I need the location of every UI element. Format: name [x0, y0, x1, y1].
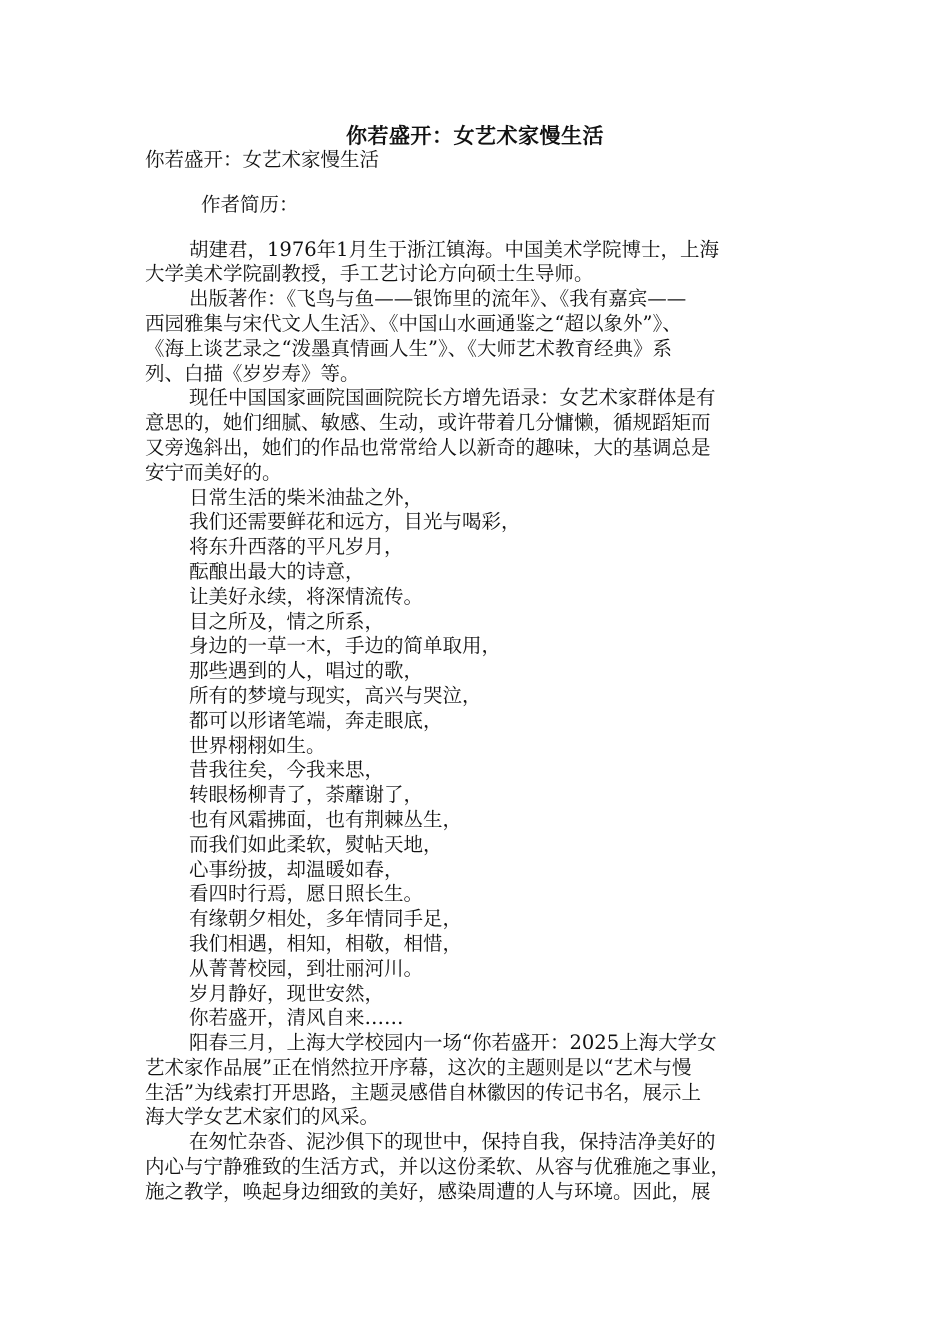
- exhibition-line: 生活”为线索打开思路，主题灵感借自林徽因的传记书名，展示上: [145, 1080, 701, 1104]
- poem-line: 身边的一草一木，手边的简单取用，: [189, 634, 502, 658]
- document-title: 你若盛开：女艺术家慢生活: [346, 124, 604, 148]
- poem-line: 也有风霜拂面，也有荆棘丛生，: [189, 807, 463, 831]
- spacer: [145, 218, 793, 238]
- quote-line: 意思的，她们细腻、敏感、生动，或许带着几分慵懒，循规蹈矩而: [145, 411, 711, 435]
- publications-line: 西园雅集与宋代文人生活》、《中国山水画通鉴之“超以象外”》、: [145, 311, 682, 335]
- quote-line: 安宁而美好的。: [145, 460, 282, 484]
- poem-line: 让美好永续，将深情流传。: [189, 584, 424, 608]
- poem-line: 我们相遇，相知，相敬，相惜，: [189, 931, 463, 955]
- closing-line: 施之教学，唤起身边细致的美好，感染周遭的人与环境。因此，展: [145, 1179, 711, 1203]
- quote-line: 又旁逸斜出，她们的作品也常常给人以新奇的趣味，大的基调总是: [145, 435, 711, 459]
- bio-line: 胡建君，1976年1月生于浙江镇海。中国美术学院博士，上海: [189, 237, 720, 261]
- poem-line: 看四时行焉，愿日照长生。: [189, 882, 424, 906]
- spacer: [145, 173, 793, 193]
- publications-line: 列、白描《岁岁寿》等。: [145, 361, 360, 385]
- poem-line: 昔我往矣，今我来思，: [189, 758, 385, 782]
- poem-line: 你若盛开，清风自来……: [189, 1006, 404, 1030]
- publications-line: 出版著作：《飞鸟与鱼——银饰里的流年》、《我有嘉宾——: [189, 287, 687, 311]
- poem-line: 有缘朝夕相处，多年情同手足，: [189, 907, 463, 931]
- poem-line: 转眼杨柳青了，荼蘼谢了，: [189, 783, 424, 807]
- poem-line: 心事纷披，却温暖如春，: [189, 857, 404, 881]
- author-heading: 作者简历：: [201, 192, 299, 216]
- poem-line: 日常生活的柴米油盐之外，: [189, 485, 424, 509]
- poem-line: 将东升西落的平凡岁月，: [189, 535, 404, 559]
- publications-line: 《海上谈艺录之“泼墨真情画人生”》、《大师艺术教育经典》系: [145, 336, 672, 360]
- closing-line: 在匆忙杂沓、泥沙俱下的现世中，保持自我，保持洁净美好的: [189, 1130, 716, 1154]
- poem-line: 酝酿出最大的诗意，: [189, 559, 365, 583]
- poem-line: 所有的梦境与现实，高兴与哭泣，: [189, 683, 482, 707]
- closing-line: 内心与宁静雅致的生活方式，并以这份柔软、从容与优雅施之事业，: [145, 1155, 731, 1179]
- poem-line: 从菁菁校园，到壮丽河川。: [189, 956, 424, 980]
- quote-line: 现任中国国家画院国画院院长方增先语录：女艺术家群体是有: [189, 386, 716, 410]
- document-body: [145, 148, 793, 1205]
- poem-line: 岁月静好，现世安然，: [189, 981, 385, 1005]
- exhibition-line: 艺术家作品展”正在悄然拉开序幕，这次的主题则是以“艺术与慢: [145, 1055, 692, 1079]
- poem-line: 那些遇到的人，唱过的歌，: [189, 659, 424, 683]
- poem-line: 而我们如此柔软，熨帖天地，: [189, 832, 443, 856]
- exhibition-line: 阳春三月，上海大学校园内一场“你若盛开：2025上海大学女: [189, 1031, 717, 1055]
- poem-line: 我们还需要鲜花和远方，目光与喝彩，: [189, 510, 521, 534]
- subtitle-line: 你若盛开：女艺术家慢生活: [145, 148, 380, 171]
- bio-line: 大学美术学院副教授，手工艺讨论方向硕士生导师。: [145, 262, 594, 286]
- poem-line: 目之所及，情之所系，: [189, 609, 385, 633]
- poem-line: 都可以形诸笔端，奔走眼底，: [189, 708, 443, 732]
- poem-line: 世界栩栩如生。: [189, 733, 326, 757]
- exhibition-line: 海大学女艺术家们的风采。: [145, 1105, 380, 1129]
